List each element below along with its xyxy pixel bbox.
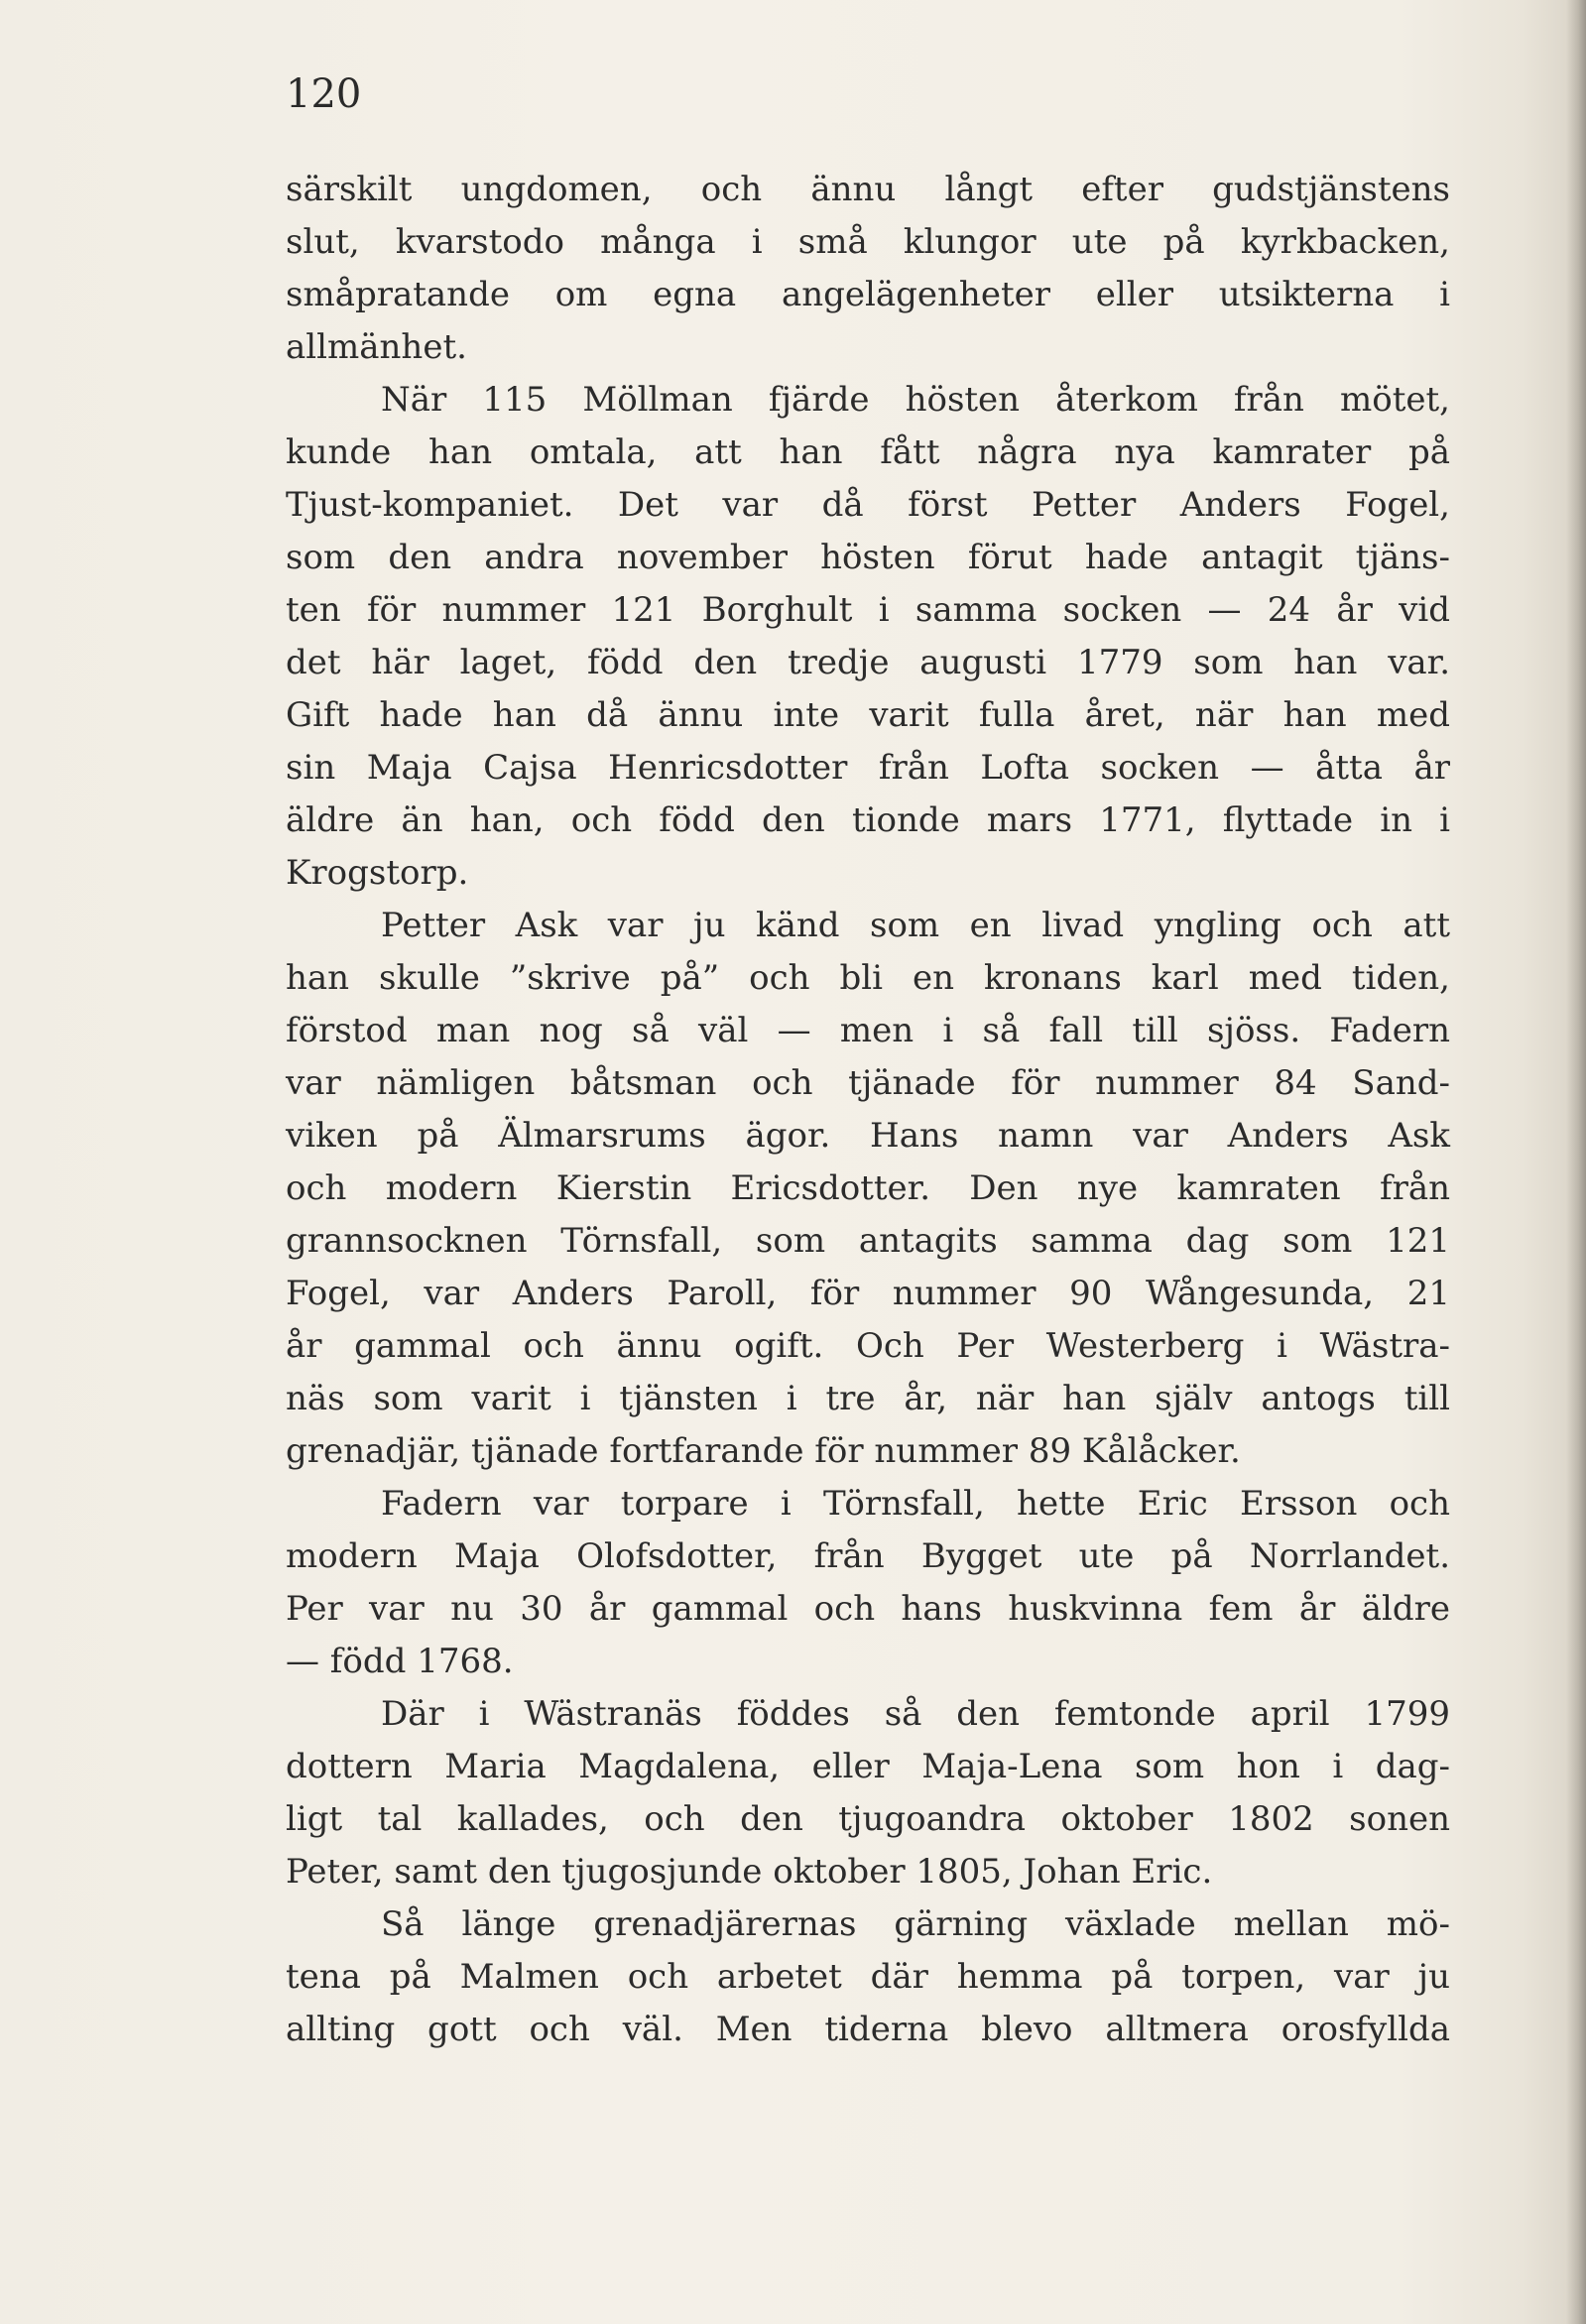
text-line: näs som varit i tjänsten i tre år, när han själv antogs till <box>286 1379 1450 1418</box>
text-line: Där i Wästranäs föddes så den femtonde april 1799 <box>381 1694 1450 1734</box>
text-line: förstod man nog så väl — men i så fall till sjöss. Fadern <box>286 1011 1450 1050</box>
text-line: han skulle ”skrive på” och bli en kronans karl med tiden, <box>286 958 1450 998</box>
text-line: — född 1768. <box>286 1642 514 1681</box>
text-line: som den andra november hösten förut hade antagit tjäns- <box>286 538 1450 577</box>
page-number: 120 <box>286 71 362 117</box>
text-line: Per var nu 30 år gammal och hans huskvinna fem år äldre <box>286 1589 1450 1629</box>
text-line: särskilt ungdomen, och ännu långt efter gudstjänstens <box>286 170 1450 209</box>
text-line: Så länge grenadjärernas gärning växlade mellan mö- <box>381 1904 1450 1944</box>
text-line: ten för nummer 121 Borghult i samma socken — 24 år vid <box>286 590 1450 630</box>
text-line: äldre än han, och född den tionde mars 1771, flyttade in i <box>286 800 1450 840</box>
text-line: tena på Malmen och arbetet där hemma på torpen, var ju <box>286 1957 1450 1997</box>
text-line: år gammal och ännu ogift. Och Per Westerberg i Wästra- <box>286 1326 1450 1366</box>
text-line: grannsocknen Törnsfall, som antagits samma dag som 121 <box>286 1221 1450 1261</box>
text-line: grenadjär, tjänade fortfarande för nummer 89 Kålåcker. <box>286 1431 1241 1471</box>
text-line: Petter Ask var ju känd som en livad yngling och att <box>381 906 1450 945</box>
text-line: allting gott och väl. Men tiderna blevo alltmera orosfyllda <box>286 2010 1450 2049</box>
text-line: kunde han omtala, att han fått några nya kamrater på <box>286 432 1450 472</box>
text-line: allmänhet. <box>286 327 467 367</box>
text-line: och modern Kierstin Ericsdotter. Den nye kamraten från <box>286 1168 1450 1208</box>
text-line: Peter, samt den tjugosjunde oktober 1805, Johan Eric. <box>286 1852 1213 1892</box>
page-edge-shadow <box>1566 0 1586 2324</box>
text-line: viken på Älmarsrums ägor. Hans namn var Anders Ask <box>286 1116 1450 1156</box>
text-line: Fogel, var Anders Paroll, för nummer 90 Wångesunda, 21 <box>286 1274 1450 1313</box>
text-line: småpratande om egna angelägenheter eller utsikterna i <box>286 275 1450 314</box>
text-line: Fadern var torpare i Törnsfall, hette Eric Ersson och <box>381 1484 1450 1524</box>
text-line: det här laget, född den tredje augusti 1779 som han var. <box>286 643 1450 682</box>
text-line: ligt tal kallades, och den tjugoandra oktober 1802 sonen <box>286 1799 1450 1839</box>
text-line: slut, kvarstodo många i små klungor ute på kyrkbacken, <box>286 222 1450 262</box>
text-line: var nämligen båtsman och tjänade för nummer 84 Sand- <box>286 1063 1450 1103</box>
text-line: Gift hade han då ännu inte varit fulla året, när han med <box>286 695 1450 735</box>
text-line: sin Maja Cajsa Henricsdotter från Lofta socken — åtta år <box>286 748 1450 788</box>
text-line: Tjust-kompaniet. Det var då först Petter Anders Fogel, <box>286 485 1450 525</box>
text-line: Krogstorp. <box>286 853 469 893</box>
text-line: När 115 Möllman fjärde hösten återkom från mötet, <box>381 380 1450 420</box>
text-line: dottern Maria Magdalena, eller Maja-Lena som hon i dag- <box>286 1747 1450 1786</box>
text-line: modern Maja Olofsdotter, från Bygget ute på Norrlandet. <box>286 1536 1450 1576</box>
body-text <box>286 164 1450 2056</box>
